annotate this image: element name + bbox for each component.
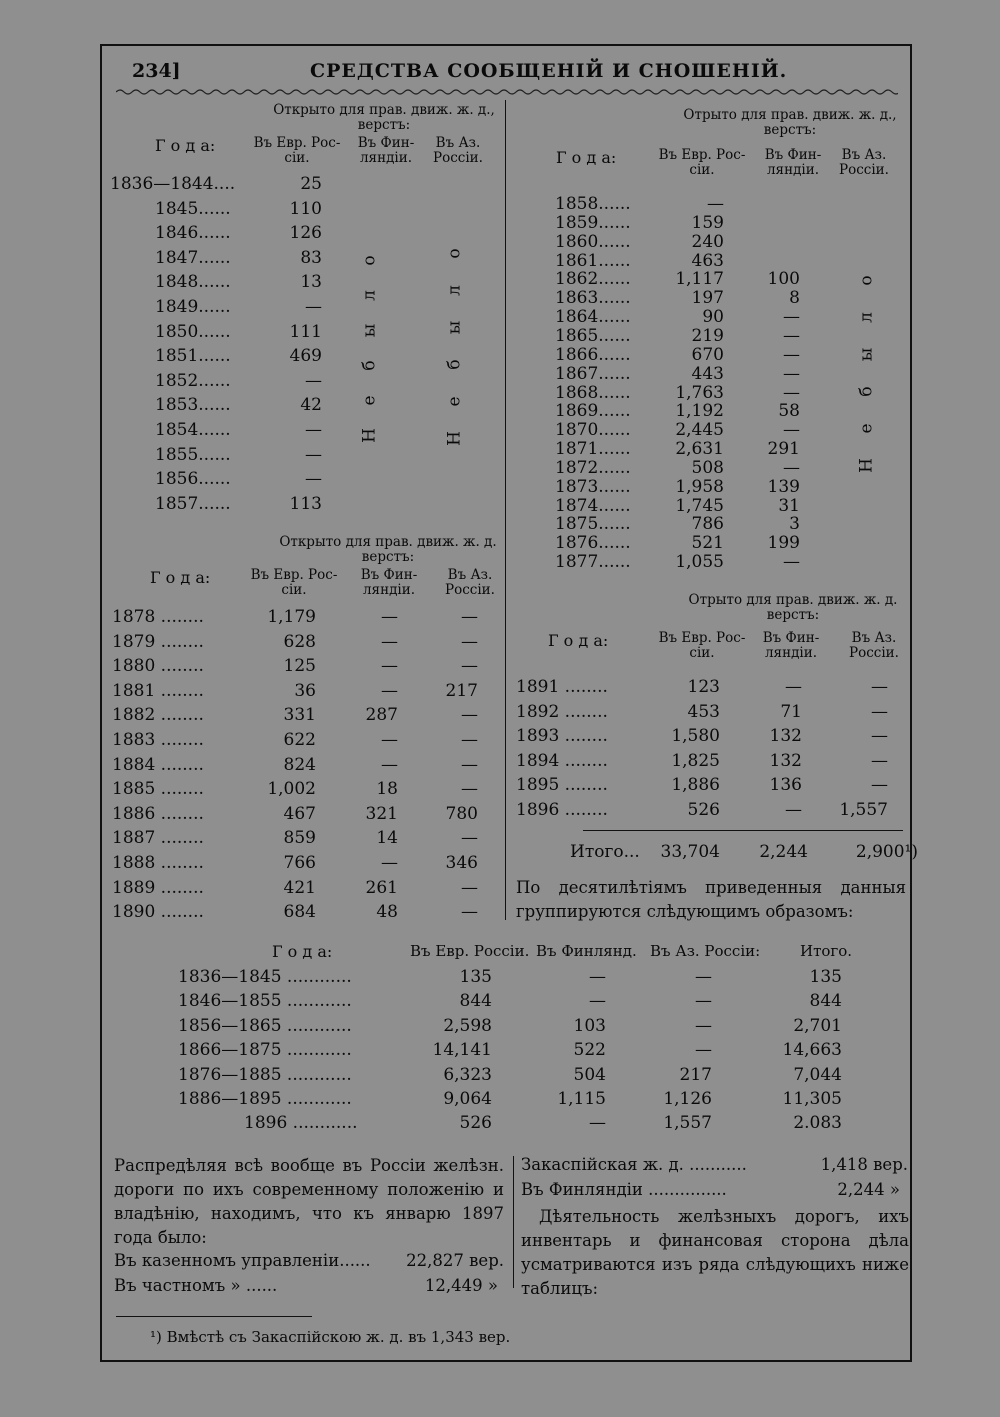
caption: Отрыто для прав. движ. ж. д. верстъ:: [688, 592, 898, 623]
row-year: 1882 ........: [112, 705, 204, 726]
row-year: 1885 ........: [112, 779, 204, 800]
row-fin: —: [381, 607, 398, 627]
col-az: Въ Аз. Россіи.: [433, 135, 483, 166]
row-fin: 132: [769, 750, 802, 771]
row-year: 1867......: [555, 363, 631, 384]
col-year: Г о д а:: [155, 136, 216, 155]
row-year: 1868......: [555, 382, 631, 403]
row-year: 1853......: [155, 395, 231, 416]
row-year: 1869......: [555, 401, 631, 422]
row-az: —: [871, 775, 888, 796]
row-year: 1886—1895 ............: [178, 1089, 352, 1109]
row-evr: 197: [691, 288, 724, 309]
row-fin: 321: [365, 803, 398, 824]
row-fin: 139: [767, 476, 800, 497]
row-fin: 58: [778, 401, 800, 422]
col-fin: Въ Фин- ляндіи.: [360, 567, 418, 598]
row-az: —: [871, 726, 888, 747]
row-year: 1878 ........: [112, 607, 204, 627]
row-evr: 1,055: [675, 552, 724, 573]
row-year: 1861......: [555, 250, 631, 271]
row-fin: —: [381, 754, 398, 775]
vertical-letter: Н: [856, 458, 877, 473]
row-fin: 199: [767, 533, 800, 554]
row-year: 1888 ........: [112, 853, 204, 873]
row-evr: 526: [459, 1113, 492, 1134]
vertical-letter: л: [444, 285, 465, 296]
row-evr: 2,598: [443, 1015, 492, 1036]
row-evr: 1,745: [675, 495, 724, 516]
row-evr: —: [305, 469, 322, 490]
row-az: 780: [445, 803, 478, 824]
row-evr: 1,825: [671, 750, 720, 771]
row-az: —: [695, 1040, 712, 1061]
row-az: —: [461, 877, 478, 898]
row-year: 1860......: [555, 231, 631, 252]
row-fin: 71: [780, 701, 802, 722]
row-evr: 42: [300, 395, 322, 416]
row-evr: 859: [283, 828, 316, 849]
row-fin: —: [381, 680, 398, 701]
row-year: 1862......: [555, 269, 631, 290]
row-az: —: [461, 656, 478, 677]
row-year: 1866—1875 ............: [178, 1040, 352, 1061]
row-az: 1,126: [663, 1089, 712, 1109]
row-az: —: [461, 631, 478, 652]
row-total: 11,305: [782, 1089, 842, 1109]
row-evr: 1,886: [671, 775, 720, 796]
row-year: 1891 ........: [516, 677, 608, 697]
row-year: 1892 ........: [516, 701, 608, 722]
total-label: Итого...: [570, 842, 640, 862]
row-evr: 467: [283, 803, 316, 824]
row-year: 1883 ........: [112, 730, 204, 750]
row-evr: 9,064: [443, 1089, 492, 1109]
row-az: —: [461, 754, 478, 775]
row-year: 1849......: [155, 297, 231, 317]
row-fin: —: [783, 325, 800, 346]
vertical-letter: б: [359, 360, 380, 371]
row-evr: 508: [691, 457, 724, 478]
row-fin: —: [381, 631, 398, 652]
row-fin: —: [783, 344, 800, 365]
row-year: 1876......: [555, 533, 631, 554]
row-year: 1852......: [155, 370, 231, 391]
row-evr: 684: [283, 902, 316, 923]
row-total: 7,044: [793, 1064, 842, 1085]
row-evr: 1,763: [675, 382, 724, 403]
intro-text: По десятилѣтіямъ приведенныя данныя группируются слѣдующимъ образомъ:: [516, 878, 906, 921]
row-evr: 36: [294, 680, 316, 701]
vertical-letter: о: [444, 248, 465, 259]
row-year: 1864......: [555, 307, 631, 328]
row-evr: 2,445: [675, 420, 724, 441]
state-label: Въ казенномъ управленіи......: [114, 1251, 371, 1270]
row-fin: 14: [376, 828, 398, 849]
row-year: 1872......: [555, 457, 631, 478]
col-year: Г о д а:: [272, 942, 333, 961]
row-evr: 90: [702, 307, 724, 328]
row-year: 1890 ........: [112, 902, 204, 923]
row-evr: 135: [459, 967, 492, 987]
row-fin: 287: [365, 705, 398, 726]
row-evr: 824: [283, 754, 316, 775]
row-evr: 14,141: [432, 1040, 492, 1061]
row-fin: 103: [573, 1015, 606, 1036]
column-divider-bottom: [513, 1156, 514, 1288]
row-year: 1879 ........: [112, 631, 204, 652]
private-label: Въ частномъ » ......: [114, 1276, 278, 1295]
col-fin: Въ Финлянд.: [536, 942, 637, 960]
row-fin: —: [783, 382, 800, 403]
row-evr: 83: [300, 247, 322, 268]
row-fin: 132: [769, 726, 802, 747]
row-fin: —: [785, 677, 802, 697]
row-year: 1858......: [555, 194, 631, 214]
row-fin: 504: [573, 1064, 606, 1085]
row-total: 844: [809, 991, 842, 1012]
row-year: 1896 ............: [244, 1113, 358, 1134]
row-az: —: [695, 991, 712, 1012]
row-fin: 136: [769, 775, 802, 796]
col-year: Г о д а:: [548, 631, 609, 650]
col-az: Въ Аз. Россіи.: [849, 630, 899, 661]
row-fin: 3: [789, 514, 800, 535]
col-year: Г о д а:: [150, 568, 211, 587]
row-year: 1856......: [155, 469, 231, 490]
row-fin: 18: [376, 779, 398, 800]
vertical-letter: б: [856, 386, 877, 397]
activity-text: Дѣятельность желѣзныхъ дорогъ, ихъ инвентарь и финансовая сторона дѣла усматриваются изъ ряда слѣдующихъ ниже таблицъ:: [521, 1207, 909, 1298]
row-az: 217: [445, 680, 478, 701]
row-evr: 110: [289, 198, 322, 219]
row-az: —: [695, 1015, 712, 1036]
row-fin: —: [589, 1113, 606, 1134]
row-evr: 2,631: [675, 439, 724, 460]
row-evr: 219: [691, 325, 724, 346]
row-year: 1875......: [555, 514, 631, 535]
row-fin: 100: [767, 269, 800, 290]
row-evr: 766: [283, 853, 316, 873]
col-evr: Въ Евр. Рос- сіи.: [253, 135, 341, 166]
row-year: 1870......: [555, 420, 631, 441]
row-year: 1854......: [155, 420, 231, 440]
row-fin: —: [785, 800, 802, 820]
row-year: 1865......: [555, 325, 631, 346]
vertical-letter: е: [444, 396, 465, 407]
row-az: 217: [679, 1064, 712, 1085]
row-evr: 463: [691, 250, 724, 271]
finland-value: 2,244 »: [837, 1180, 900, 1199]
row-year: 1881 ........: [112, 680, 204, 701]
total-fin: 2,244: [759, 842, 808, 862]
row-evr: 1,117: [675, 269, 724, 290]
row-evr: 159: [691, 212, 724, 233]
row-evr: 526: [687, 800, 720, 820]
row-evr: —: [305, 297, 322, 317]
caption: Открыто для прав. движ. ж. д., верстъ:: [273, 102, 495, 133]
row-year: 1880 ........: [112, 656, 204, 677]
row-evr: 421: [283, 877, 316, 898]
row-fin: —: [589, 967, 606, 987]
row-year: 1856—1865 ............: [178, 1015, 352, 1036]
row-fin: 48: [376, 902, 398, 923]
col-az: Въ Аз. Россіи.: [839, 147, 889, 178]
col-evr: Въ Евр. Рос- сіи.: [658, 147, 746, 178]
row-az: —: [461, 730, 478, 750]
row-evr: 1,179: [267, 607, 316, 627]
row-az: —: [461, 705, 478, 726]
row-year: 1846—1855 ............: [178, 991, 352, 1012]
row-evr: 125: [283, 656, 316, 677]
transcaspian-label: Закаспійская ж. д. ...........: [521, 1155, 747, 1174]
column-divider-top: [505, 100, 506, 920]
vertical-letter: ы: [359, 323, 380, 338]
col-az: Въ Аз. Россіи.: [445, 567, 495, 598]
vertical-letter: е: [359, 395, 380, 406]
row-fin: —: [783, 420, 800, 441]
footnote: ¹) Вмѣстѣ съ Закаспійскою ж. д. въ 1,343 вер.: [150, 1328, 511, 1346]
col-evr: Въ Евр. Рос- сіи.: [250, 567, 338, 598]
transcaspian-value: 1,418 вер.: [820, 1155, 908, 1174]
col-total: Итого.: [800, 942, 853, 960]
row-az: —: [871, 750, 888, 771]
vertical-letter: л: [856, 312, 877, 323]
row-total: 135: [809, 967, 842, 987]
vertical-letter: ы: [856, 347, 877, 362]
vertical-letter: о: [856, 275, 877, 286]
row-year: 1873......: [555, 476, 631, 497]
row-year: 1874......: [555, 495, 631, 516]
row-year: 1893 ........: [516, 726, 608, 747]
row-total: 2,701: [793, 1015, 842, 1036]
row-year: 1850......: [155, 321, 231, 342]
row-year: 1859......: [555, 212, 631, 233]
distribution-text: Распредѣляя всѣ вообще въ Россіи желѣзн. дороги по ихъ современному положенію и владѣнію, находимъ, что къ январю 1897 года было:: [114, 1156, 504, 1247]
row-fin: —: [381, 656, 398, 677]
row-az: 1,557: [839, 800, 888, 820]
row-fin: —: [783, 363, 800, 384]
vertical-letter: Н: [359, 428, 380, 443]
row-total: 2.083: [793, 1113, 842, 1134]
row-fin: 31: [778, 495, 800, 516]
total-rule: [583, 830, 903, 831]
row-evr: —: [305, 370, 322, 391]
row-year: 1845......: [155, 198, 231, 219]
row-year: 1894 ........: [516, 750, 608, 771]
row-year: 1855......: [155, 444, 231, 465]
row-fin: 291: [767, 439, 800, 460]
col-fin: Въ Фин- ляндіи.: [762, 630, 820, 661]
row-year: 1846......: [155, 223, 231, 244]
row-evr: 240: [691, 231, 724, 252]
row-az: —: [871, 701, 888, 722]
vertical-letter: л: [359, 290, 380, 301]
row-evr: 1,002: [267, 779, 316, 800]
row-fin: 261: [365, 877, 398, 898]
row-evr: 844: [459, 991, 492, 1012]
total-az: 2,900¹): [855, 842, 918, 862]
row-az: —: [871, 677, 888, 697]
row-evr: 126: [289, 223, 322, 244]
row-fin: —: [381, 853, 398, 873]
row-evr: 113: [289, 493, 322, 514]
row-evr: 1,958: [675, 476, 724, 497]
row-year: 1836—1845 ............: [178, 967, 352, 987]
col-evr: Въ Евр. Рос- сіи.: [658, 630, 746, 661]
row-az: —: [461, 828, 478, 849]
row-year: 1847......: [155, 247, 231, 268]
row-year: 1866......: [555, 344, 631, 365]
state-value: 22,827 вер.: [406, 1251, 504, 1270]
row-evr: 1,192: [675, 401, 724, 422]
row-total: 14,663: [782, 1040, 842, 1061]
col-az: Въ Аз. Россіи:: [650, 942, 761, 960]
row-evr: 331: [283, 705, 316, 726]
vertical-letter: ы: [444, 320, 465, 335]
row-evr: 443: [691, 363, 724, 384]
row-year: 1836—1844....: [110, 174, 236, 194]
row-year: 1887 ........: [112, 828, 204, 849]
row-evr: 670: [691, 344, 724, 365]
finland-label: Въ Финляндіи ...............: [521, 1180, 727, 1199]
row-fin: 1,115: [557, 1089, 606, 1109]
row-fin: —: [783, 552, 800, 573]
page-number: 234]: [132, 60, 181, 82]
row-evr: 521: [691, 533, 724, 554]
col-fin: Въ Фин- ляндіи.: [764, 147, 822, 178]
vertical-letter: е: [856, 423, 877, 434]
row-year: 1857......: [155, 493, 231, 514]
wavy-rule: [116, 88, 898, 96]
col-evr: Въ Евр. Россіи.: [410, 942, 530, 960]
vertical-letter: Н: [444, 431, 465, 446]
row-az: —: [461, 607, 478, 627]
col-fin: Въ Фин- ляндіи.: [357, 135, 415, 166]
row-fin: —: [783, 307, 800, 328]
row-year: 1884 ........: [112, 754, 204, 775]
row-year: 1877......: [555, 552, 631, 573]
row-fin: 8: [789, 288, 800, 309]
caption: Отрыто для прав. движ. ж. д., верстъ:: [683, 107, 897, 138]
vertical-letter: о: [359, 255, 380, 266]
row-evr: 111: [289, 321, 322, 342]
row-evr: 469: [289, 346, 322, 367]
row-year: 1896 ........: [516, 800, 608, 820]
row-evr: 786: [691, 514, 724, 535]
row-fin: —: [381, 730, 398, 750]
row-year: 1876—1885 ............: [178, 1064, 352, 1085]
total-evr: 33,704: [660, 842, 720, 862]
row-fin: —: [589, 991, 606, 1012]
row-evr: 628: [283, 631, 316, 652]
row-year: 1871......: [555, 439, 631, 460]
row-evr: 6,323: [443, 1064, 492, 1085]
footnote-rule: [116, 1316, 312, 1317]
row-fin: 522: [573, 1040, 606, 1061]
row-fin: —: [783, 457, 800, 478]
row-az: —: [461, 779, 478, 800]
row-evr: 1,580: [671, 726, 720, 747]
row-az: 346: [445, 853, 478, 873]
row-year: 1848......: [155, 272, 231, 293]
row-evr: 25: [300, 174, 322, 194]
row-evr: 13: [300, 272, 322, 293]
row-evr: —: [305, 444, 322, 465]
row-az: —: [695, 967, 712, 987]
row-evr: 453: [687, 701, 720, 722]
row-az: —: [461, 902, 478, 923]
row-year: 1863......: [555, 288, 631, 309]
row-year: 1851......: [155, 346, 231, 367]
row-year: 1886 ........: [112, 803, 204, 824]
row-evr: —: [707, 194, 724, 214]
page-title: СРЕДСТВА СООБЩЕНІЙ И СНОШЕНІЙ.: [310, 60, 788, 82]
row-evr: —: [305, 420, 322, 440]
col-year: Г о д а:: [556, 148, 617, 167]
row-evr: 123: [687, 677, 720, 697]
row-year: 1895 ........: [516, 775, 608, 796]
row-evr: 622: [283, 730, 316, 750]
row-year: 1889 ........: [112, 877, 204, 898]
caption: Открыто для прав. движ. ж. д. верстъ:: [279, 534, 497, 565]
vertical-letter: б: [444, 359, 465, 370]
private-value: 12,449 »: [424, 1276, 498, 1295]
row-az: 1,557: [663, 1113, 712, 1134]
